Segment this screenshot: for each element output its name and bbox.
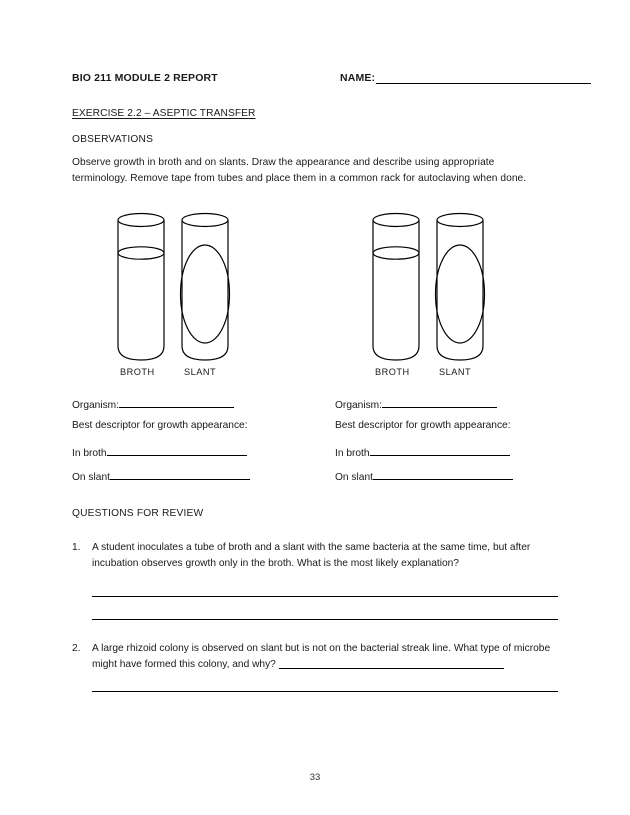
slant-tube-label-1: SLANT (184, 367, 217, 377)
name-field-group (340, 72, 591, 84)
question-item-1 (72, 540, 562, 572)
question-text-1: A student inoculates a tube of broth and a slant with the same bacteria at the same time, but after incubation observes growth only in the broth. What is the most likely explanation? (92, 542, 531, 569)
answer-line-2a[interactable] (92, 691, 558, 692)
on-slant-row-2 (335, 468, 513, 492)
slant-tube-body-2 (437, 220, 483, 360)
on-slant-label-2: On slant (335, 472, 373, 483)
question-number-1: 1. (72, 542, 81, 553)
descriptor-label-1: Best descriptor for growth appearance: (72, 420, 248, 431)
document-header (72, 72, 562, 84)
in-broth-label-2: In broth (335, 448, 370, 459)
broth-liquid-level-1 (118, 247, 164, 259)
tube-diagram-group-2 (367, 210, 489, 377)
broth-tube-rim-1 (118, 214, 164, 227)
page-title: BIO 211 MODULE 2 REPORT (72, 72, 218, 84)
organism-input-2[interactable] (382, 396, 497, 408)
broth-tube-label-1: BROTH (120, 367, 155, 377)
answer-line-1b[interactable] (92, 619, 558, 620)
name-label: NAME: (340, 72, 376, 84)
broth-tube-body-1 (118, 220, 164, 360)
culture-tubes-illustration-2 (367, 210, 489, 365)
broth-tube-label-2: BROTH (375, 367, 410, 377)
answer-inline-blank-2[interactable] (279, 657, 504, 669)
exercise-heading: EXERCISE 2.2 – ASEPTIC TRANSFER (72, 108, 256, 119)
in-broth-row-2 (335, 444, 513, 468)
descriptor-row-2 (335, 420, 513, 444)
in-broth-row-1 (72, 444, 250, 468)
on-slant-row-1 (72, 468, 250, 492)
organism-row-2 (335, 396, 513, 420)
on-slant-label-1: On slant (72, 472, 110, 483)
page-number: 33 (309, 772, 321, 783)
organism-label-1: Organism: (72, 400, 119, 411)
organism-label-2: Organism: (335, 400, 382, 411)
answer-line-1a[interactable] (92, 596, 558, 597)
observations-heading: OBSERVATIONS (72, 134, 154, 145)
question-number-2: 2. (72, 643, 81, 654)
questions-heading: QUESTIONS FOR REVIEW (72, 508, 204, 519)
observations-instructions: Observe growth in broth and on slants. Draw the appearance and describe using appropriate terminology. Remove tape from tubes and place them in a common rack for autoclaving when done. (72, 157, 527, 184)
observation-form-2 (335, 396, 513, 492)
in-broth-input-1[interactable] (107, 444, 247, 456)
question-text-2-body: A large rhizoid colony is observed on slant but is not on the bacterial streak line. What type of microbe might have formed this colony, and why? (92, 643, 551, 670)
question-item-2 (72, 641, 562, 673)
organism-row-1 (72, 396, 250, 420)
broth-tube-body-2 (373, 220, 419, 360)
organism-input-1[interactable] (119, 396, 234, 408)
slant-tube-body-1 (182, 220, 228, 360)
on-slant-input-2[interactable] (373, 468, 513, 480)
broth-tube-rim-2 (373, 214, 419, 227)
culture-tubes-illustration-1 (112, 210, 234, 365)
descriptor-label-2: Best descriptor for growth appearance: (335, 420, 511, 431)
slant-tube-rim-2 (437, 214, 483, 227)
on-slant-input-1[interactable] (110, 468, 250, 480)
name-input-blank[interactable] (376, 72, 591, 84)
observation-form-1 (72, 396, 250, 492)
tube-diagram-group-1 (112, 210, 234, 377)
question-text-2 (92, 641, 562, 673)
broth-liquid-level-2 (373, 247, 419, 259)
in-broth-label-1: In broth (72, 448, 107, 459)
in-broth-input-2[interactable] (370, 444, 510, 456)
slant-tube-rim-1 (182, 214, 228, 227)
slant-tube-label-2: SLANT (439, 367, 472, 377)
descriptor-row-1 (72, 420, 250, 444)
